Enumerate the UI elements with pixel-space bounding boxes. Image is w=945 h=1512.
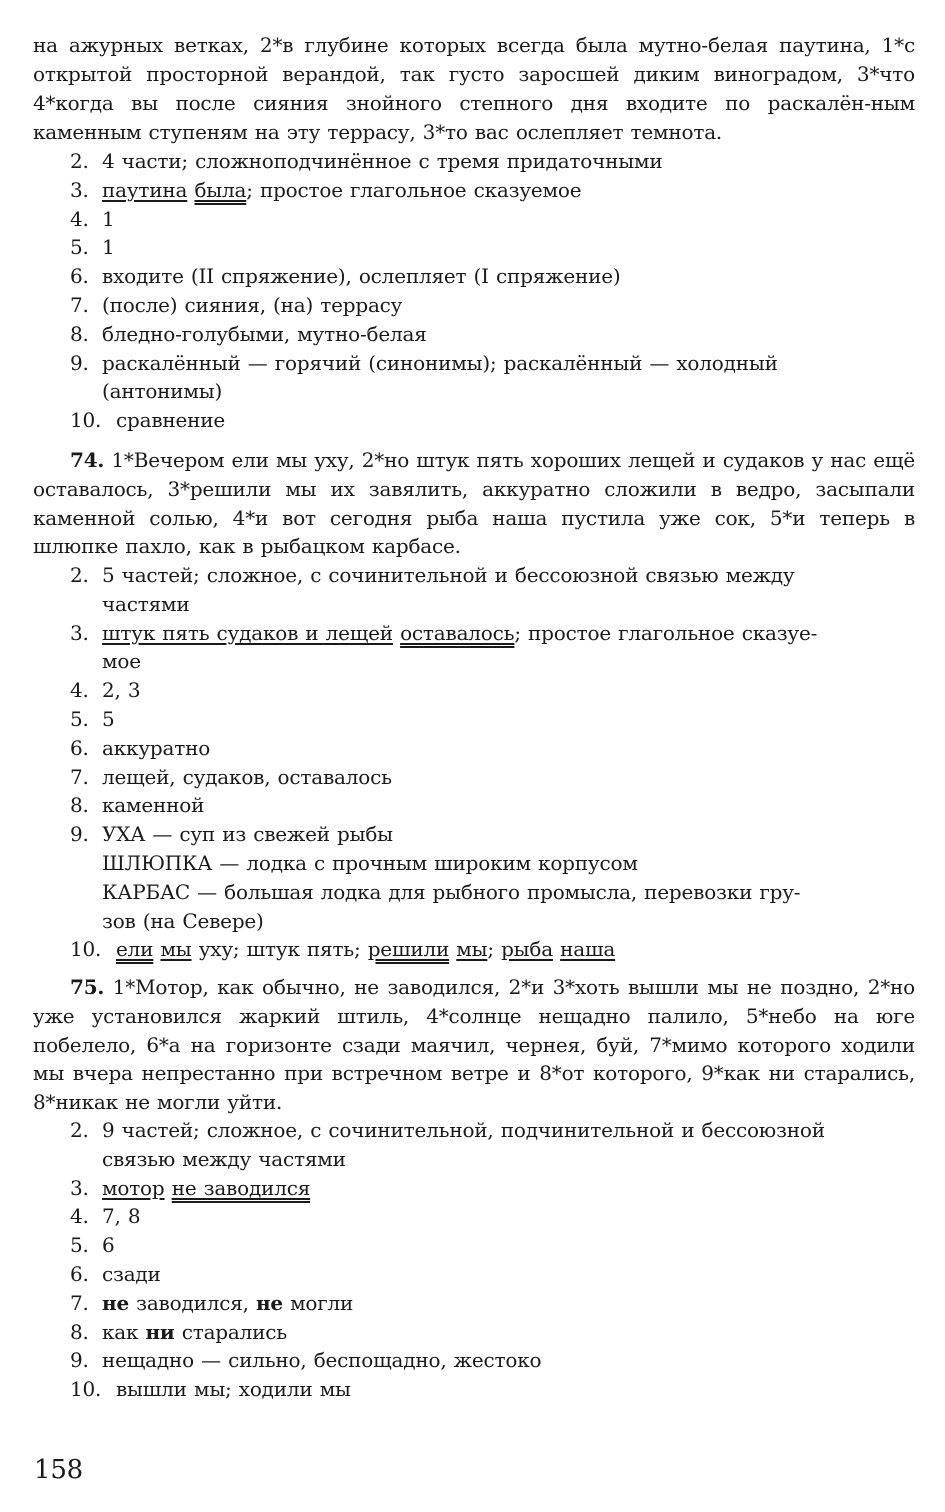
answer-75-7: 7. не заводился, не могли: [70, 1290, 354, 1315]
answer-75-4: 4. 7, 8: [70, 1204, 141, 1229]
answer-73-5: 5. 1: [70, 235, 115, 260]
answer-74-5: 5. 5: [70, 706, 115, 731]
answer-74-4: 4. 2, 3: [70, 678, 141, 703]
intro-paragraph: на ажурных ветках, 2*в глубине которых всегда была мутно-белая паутина, 1*с открытой просторной верандой, так густо заросшей диким виноградом, 3*что 4*когда вы после сияния знойного степного дня входите по раскалён-ным каменным ступеням на эту террасу, 3*то вас ослепляет темнота.: [33, 33, 915, 144]
answer-75-10: 10. вышли мы; ходили мы: [70, 1377, 351, 1402]
answer-75-2-cont: связью между частями: [102, 1146, 346, 1171]
answer-74-3-cont: мое: [102, 649, 141, 674]
answer-75-6: 6. сзади: [70, 1261, 161, 1286]
answer-73-4: 4. 1: [70, 206, 115, 231]
answer-75-2: 2. 9 частей; сложное, с сочинительной, подчинительной и бессоюзной: [70, 1118, 825, 1142]
answer-74-7: 7. лещей, судаков, оставалось: [70, 764, 392, 789]
answer-73-9-cont: (антонимы): [102, 379, 223, 404]
answer-74-9-line3: КАРБАС — большая лодка для рыбного промысла, перевозки гру-: [102, 879, 801, 904]
answers-74: [70, 561, 915, 964]
answer-74-2: 2. 5 частей; сложное, с сочинительной и бессоюзной связью между: [70, 563, 795, 587]
answer-73-9: 9. раскалённый — горячий (синонимы); раскалённый — холодный: [70, 350, 778, 375]
answer-74-8: 8. каменной: [70, 793, 205, 818]
answer-74-9-line2: ШЛЮПКА — лодка с прочным широким корпусом: [102, 850, 638, 875]
answer-74-9: 9. УХА — суп из свежей рыбы: [70, 822, 393, 847]
answer-73-10: 10. сравнение: [70, 408, 226, 433]
answer-73-7: 7. (после) сияния, (на) террасу: [70, 292, 403, 317]
answer-75-8: 8. как ни старались: [70, 1319, 287, 1344]
answer-74-9-line4: зов (на Севере): [102, 908, 264, 933]
task-74-text: 74. 1*Вечером ели мы уху, 2*но штук пять хороших лещей и судаков у нас ещё оставалось, 3*решили мы их завялить, аккуратно сложили в ведро, засыпали каменной солью, 4*и вот сегодня рыба наша пустила уже сок, 5*и теперь в шлюпке пахло, как в рыбацком карбасе.: [33, 448, 915, 559]
answer-74-6: 6. аккуратно: [70, 735, 211, 760]
answer-74-2-cont: частями: [102, 591, 190, 616]
page-number: 158: [34, 1455, 84, 1485]
answer-73-3: 3. паутина была; простое глагольное сказуемое: [70, 177, 582, 202]
answer-75-5: 5. 6: [70, 1233, 115, 1258]
answers-75: [70, 1116, 915, 1404]
answer-73-2: 2. 4 части; сложноподчинённое с тремя придаточными: [70, 149, 663, 173]
answer-73-8: 8. бледно-голубыми, мутно-белая: [70, 321, 427, 346]
answer-73-6: 6. входите (II спряжение), ослепляет (I спряжение): [70, 264, 621, 289]
answer-75-9: 9. нещадно — сильно, беспощадно, жестоко: [70, 1348, 542, 1373]
answer-75-3: 3. мотор не заводился: [70, 1175, 311, 1200]
answers-73: [70, 147, 915, 435]
answer-74-3: 3. штук пять судаков и лещей оставалось; простое глагольное сказуе-: [70, 620, 818, 645]
answer-74-10: 10. ели мы уху; штук пять; решили мы; рыба наша: [70, 937, 616, 962]
task-75-text: 75. 1*Мотор, как обычно, не заводился, 2*и 3*хоть вышли мы не поздно, 2*но уже установился жаркий штиль, 4*солнце нещадно палило, 5*небо на юге побелело, 6*а на горизонте сзади маячил, чернея, буй, 7*мимо которого ходили мы вчера непрестанно при встречном ветре и 8*от которого, 9*как ни старались, 8*никак не могли уйти.: [33, 975, 915, 1115]
